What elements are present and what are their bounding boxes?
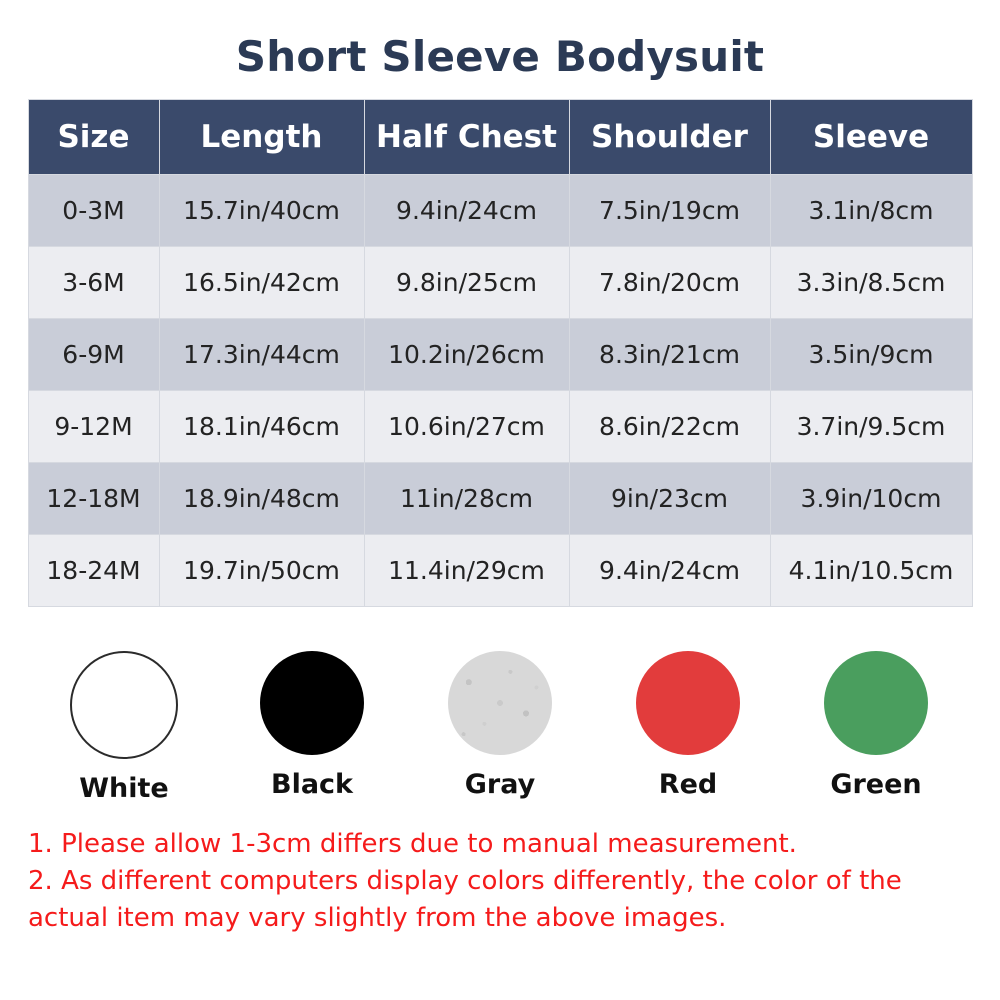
cell-shoulder: 9in/23cm [569, 463, 770, 535]
note-line-2: 2. As different computers display colors differently, the color of the actual item may vary slightly from the above images. [28, 865, 902, 933]
column-header-shoulder: Shoulder [569, 100, 770, 175]
table-row [28, 319, 972, 391]
cell-shoulder: 7.8in/20cm [569, 247, 770, 319]
cell-half-chest: 9.8in/25cm [364, 247, 569, 319]
cell-shoulder: 7.5in/19cm [569, 175, 770, 247]
cell-length: 18.1in/46cm [159, 391, 364, 463]
color-option-white[interactable] [58, 651, 190, 804]
cell-sleeve: 3.9in/10cm [770, 463, 972, 535]
cell-half-chest: 9.4in/24cm [364, 175, 569, 247]
column-header-size: Size [28, 100, 159, 175]
cell-length: 15.7in/40cm [159, 175, 364, 247]
color-options [0, 651, 1000, 804]
cell-shoulder: 8.3in/21cm [569, 319, 770, 391]
cell-size: 12-18M [28, 463, 159, 535]
color-option-gray[interactable] [434, 651, 566, 800]
cell-half-chest: 11in/28cm [364, 463, 569, 535]
color-label: Black [270, 769, 353, 800]
color-option-green[interactable] [810, 651, 942, 800]
swatch-red-icon[interactable] [636, 651, 740, 755]
cell-length: 16.5in/42cm [159, 247, 364, 319]
color-label: Red [658, 769, 718, 800]
table-header-row [28, 100, 972, 175]
swatch-green-icon[interactable] [824, 651, 928, 755]
color-label: Gray [464, 769, 536, 800]
cell-size: 6-9M [28, 319, 159, 391]
cell-shoulder: 8.6in/22cm [569, 391, 770, 463]
table-row [28, 175, 972, 247]
swatch-black-icon[interactable] [260, 651, 364, 755]
cell-half-chest: 10.2in/26cm [364, 319, 569, 391]
size-table [28, 99, 973, 607]
cell-sleeve: 3.5in/9cm [770, 319, 972, 391]
swatch-gray-icon[interactable] [448, 651, 552, 755]
color-option-black[interactable] [246, 651, 378, 800]
column-header-half-chest: Half Chest [364, 100, 569, 175]
cell-sleeve: 3.3in/8.5cm [770, 247, 972, 319]
cell-sleeve: 3.7in/9.5cm [770, 391, 972, 463]
table-row [28, 535, 972, 607]
cell-half-chest: 11.4in/29cm [364, 535, 569, 607]
cell-shoulder: 9.4in/24cm [569, 535, 770, 607]
color-label: Green [830, 769, 922, 800]
note-line-1: 1. Please allow 1-3cm differs due to manual measurement. [28, 829, 797, 859]
cell-size: 9-12M [28, 391, 159, 463]
column-header-sleeve: Sleeve [770, 100, 972, 175]
page-title: Short Sleeve Bodysuit [235, 32, 765, 81]
table-row [28, 463, 972, 535]
table-row [28, 391, 972, 463]
cell-half-chest: 10.6in/27cm [364, 391, 569, 463]
cell-size: 18-24M [28, 535, 159, 607]
cell-length: 19.7in/50cm [159, 535, 364, 607]
cell-length: 18.9in/48cm [159, 463, 364, 535]
cell-length: 17.3in/44cm [159, 319, 364, 391]
color-option-red[interactable] [622, 651, 754, 800]
cell-sleeve: 3.1in/8cm [770, 175, 972, 247]
cell-sleeve: 4.1in/10.5cm [770, 535, 972, 607]
cell-size: 3-6M [28, 247, 159, 319]
column-header-length: Length [159, 100, 364, 175]
swatch-white-icon[interactable] [70, 651, 178, 759]
cell-size: 0-3M [28, 175, 159, 247]
table-row [28, 247, 972, 319]
color-label: White [79, 773, 169, 804]
disclaimer-notes [0, 826, 1000, 937]
